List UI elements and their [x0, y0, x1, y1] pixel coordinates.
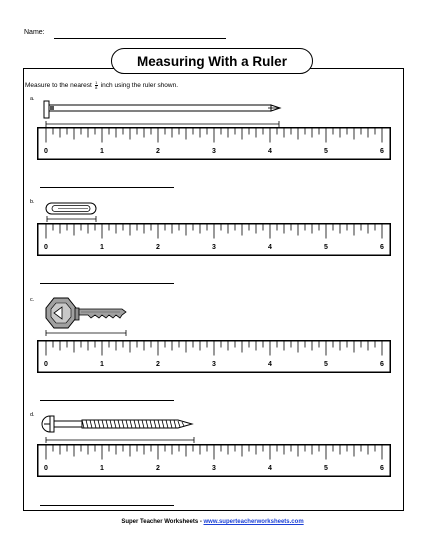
name-label: Name:: [24, 29, 45, 36]
instructions: [25, 81, 178, 90]
ruler-number: 0: [44, 148, 48, 155]
ruler: [37, 444, 391, 477]
ruler-number: 6: [380, 465, 384, 472]
screw-icon: [42, 414, 202, 446]
ruler: [37, 127, 391, 160]
ruler-number: 0: [44, 244, 48, 251]
ruler-number: 4: [268, 465, 272, 472]
page-title: Measuring With a Ruler: [111, 48, 313, 74]
name-line[interactable]: [54, 38, 226, 39]
ruler-number: 2: [156, 148, 160, 155]
ruler-number: 1: [100, 148, 104, 155]
answer-line[interactable]: [40, 283, 174, 284]
ruler-number: 0: [44, 361, 48, 368]
problem-label: d.: [30, 412, 35, 418]
footer-brand: Super Teacher Worksheets: [121, 519, 199, 525]
ruler-svg: [37, 223, 391, 256]
ruler-number: 1: [100, 244, 104, 251]
fraction-denominator: 8: [95, 85, 98, 90]
ruler-number: 3: [212, 148, 216, 155]
key-icon: [42, 296, 132, 338]
footer-link[interactable]: www.superteacherworksheets.com: [203, 519, 304, 525]
instructions-suffix: inch using the ruler shown.: [100, 82, 179, 90]
ruler-svg: [37, 444, 391, 477]
answer-line[interactable]: [40, 187, 174, 188]
ruler-number: 5: [324, 148, 328, 155]
ruler: [37, 340, 391, 373]
ruler-number: 6: [380, 148, 384, 155]
ruler-number: 4: [268, 244, 272, 251]
ruler-number: 5: [324, 244, 328, 251]
ruler-number: 1: [100, 465, 104, 472]
fraction: [95, 81, 98, 90]
fraction-numerator: 1: [95, 80, 98, 85]
ruler-svg: [37, 127, 391, 160]
ruler-number: 3: [212, 244, 216, 251]
ruler-number: 5: [324, 465, 328, 472]
ruler-number: 2: [156, 465, 160, 472]
problem-label: a.: [30, 96, 35, 102]
ruler-number: 2: [156, 361, 160, 368]
answer-line[interactable]: [40, 505, 174, 506]
ruler-number: 3: [212, 465, 216, 472]
ruler-number: 6: [380, 244, 384, 251]
ruler-number: 3: [212, 361, 216, 368]
ruler-number: 4: [268, 148, 272, 155]
ruler-number: 4: [268, 361, 272, 368]
footer: [0, 519, 425, 525]
ruler-svg: [37, 340, 391, 373]
ruler-number: 5: [324, 361, 328, 368]
answer-line[interactable]: [40, 400, 174, 401]
ruler: [37, 223, 391, 256]
footer-separator: -: [198, 519, 204, 525]
instructions-prefix: Measure to the nearest: [25, 82, 92, 90]
ruler-number: 1: [100, 361, 104, 368]
problem-label: c.: [30, 297, 35, 303]
problem-label: b.: [30, 199, 35, 205]
ruler-number: 2: [156, 244, 160, 251]
ruler-number: 6: [380, 361, 384, 368]
ruler-number: 0: [44, 465, 48, 472]
